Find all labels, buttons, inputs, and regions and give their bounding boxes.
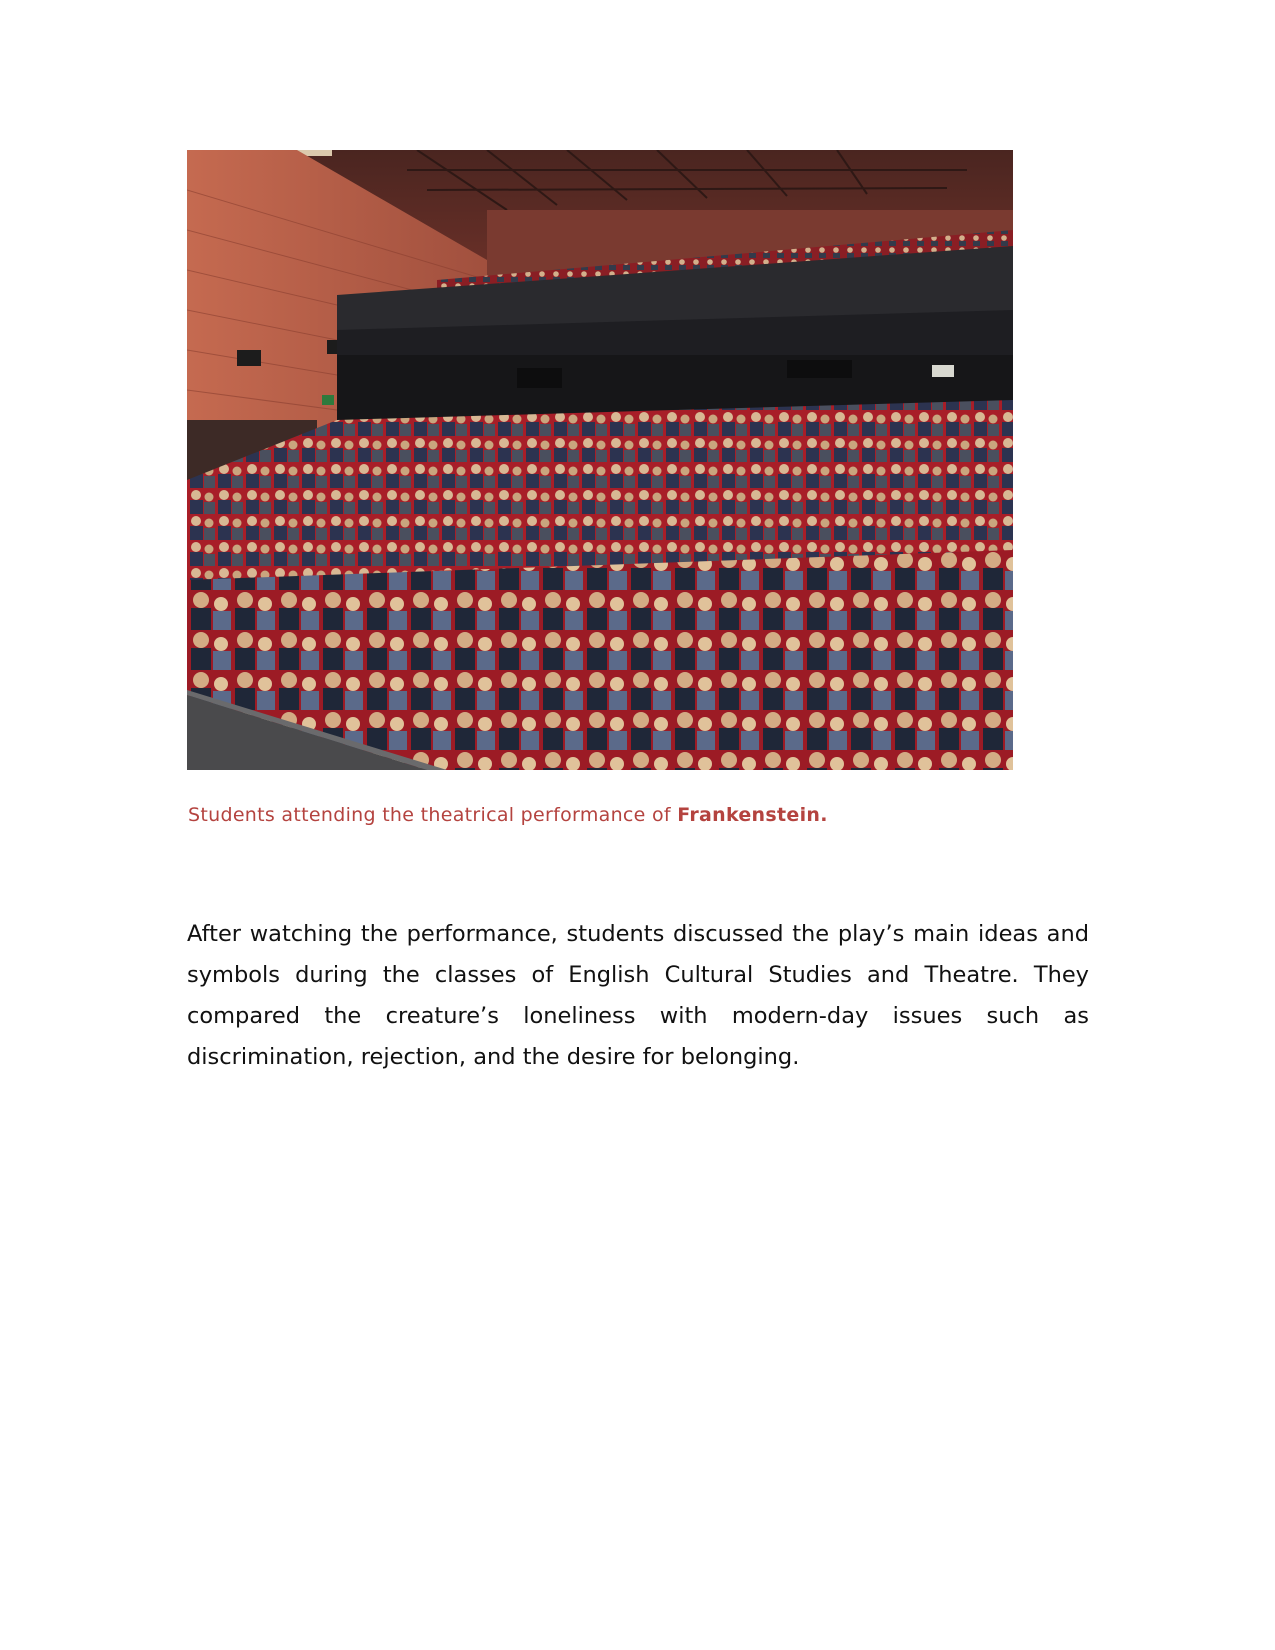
theater-audience-photo — [187, 150, 1013, 770]
photo-illustration — [187, 150, 1013, 770]
caption-text: Students attending the theatrical performance of — [188, 804, 678, 826]
body-paragraph: After watching the performance, students discussed the play’s main ideas and symbols during the classes of English Cultural Studies and Theatre. They compared the creature’s loneliness with modern-day issues such as discrimination, rejection, and the desire for belonging. — [187, 921, 1089, 1070]
photo-caption — [188, 804, 1088, 826]
caption-title-emphasis: Frankenstein. — [677, 804, 828, 826]
